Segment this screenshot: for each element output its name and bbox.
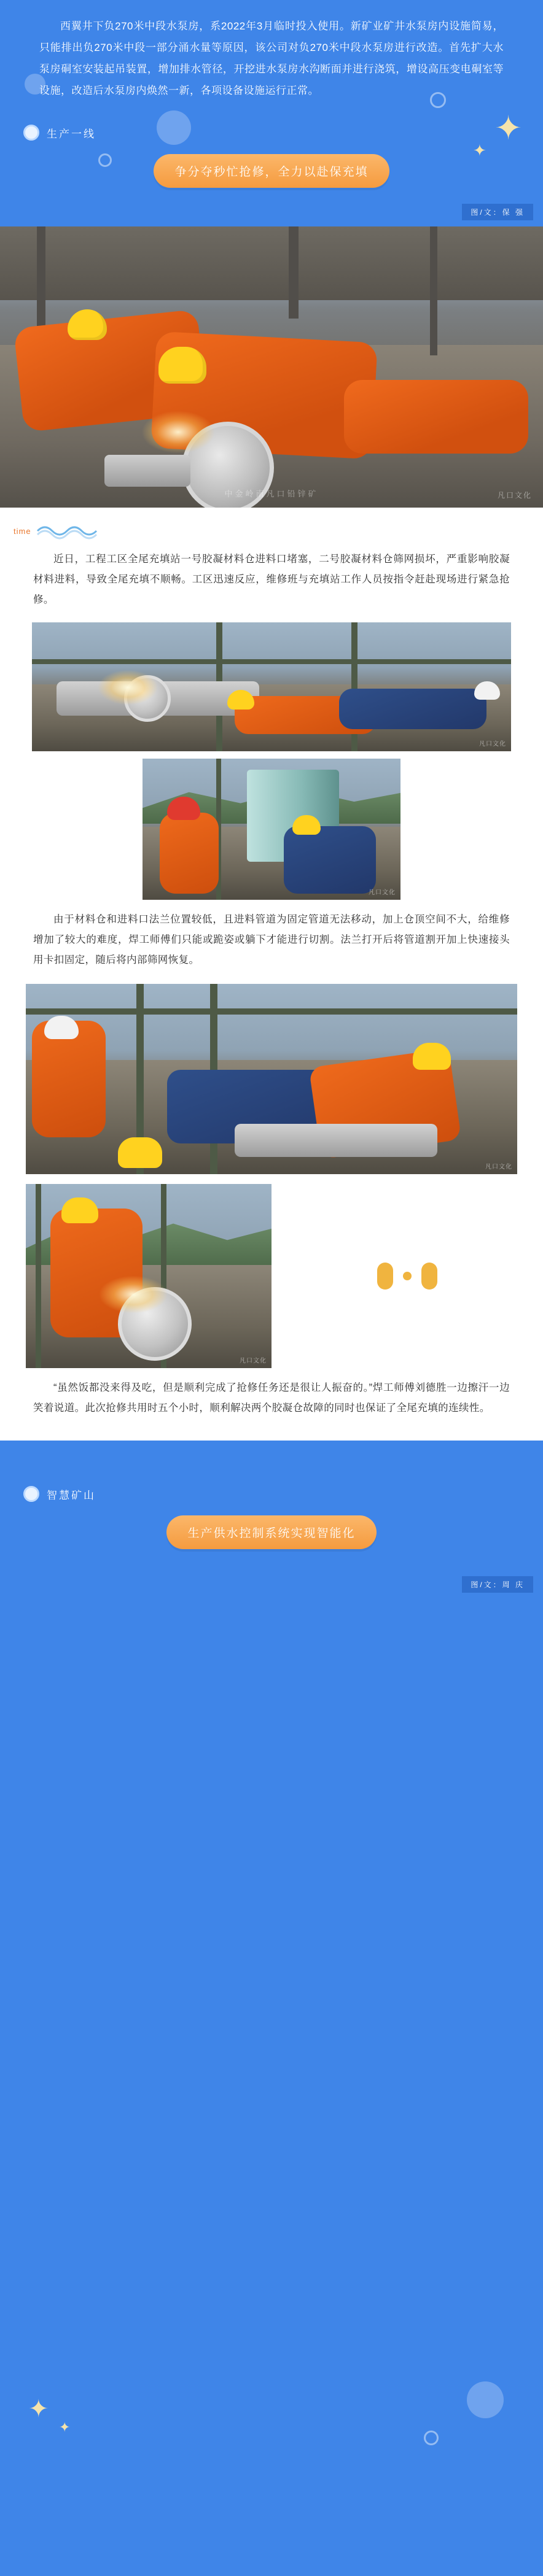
credit-badge-2: 图/文：周 庆 [462, 1576, 533, 1593]
hero-backwall [0, 226, 543, 300]
pill-title-1: 争分夺秒忙抢修，全力以赴保充填 [154, 154, 389, 188]
photo-watermark: 凡口文化 [240, 1358, 267, 1365]
bullet-circle-icon [23, 1486, 39, 1502]
article-card [0, 508, 543, 1441]
dot-decoration [467, 2381, 504, 2418]
hero-post [430, 226, 437, 355]
hero-watermark-right: 凡口文化 [497, 491, 532, 500]
sparkle-icon: ✦ [59, 2419, 71, 2435]
sparkle-icon: ✦ [494, 110, 523, 147]
pill-title-wrap-1 [0, 141, 543, 204]
hero-post [289, 226, 299, 319]
hero-pipe [104, 455, 190, 487]
hero-photo [0, 226, 543, 508]
photo-pipe-repair-wide [32, 622, 511, 751]
section-label-text: 生产一线 [47, 128, 96, 140]
photo-watermark: 凡口文化 [369, 889, 396, 897]
divider-cap-left [377, 1263, 393, 1290]
bullet-circle-icon [23, 125, 39, 141]
section-label-production [0, 107, 543, 141]
hero-worker-right [344, 380, 528, 454]
photo-flange-cut [26, 1184, 272, 1368]
sparkle-icon: ✦ [473, 141, 486, 160]
wave-icon [37, 522, 105, 536]
section-label-text: 智慧矿山 [47, 1489, 96, 1501]
sparkle-icon: ✦ [28, 2396, 49, 2423]
photo-tank-repair [143, 759, 400, 900]
photo-group-repair [26, 984, 517, 1174]
wave-label: time [14, 527, 31, 536]
divider-dot [403, 1272, 412, 1280]
divider-cap-right [421, 1263, 437, 1290]
photo-watermark: 凡口文化 [479, 741, 506, 748]
intro-paragraph: 西翼井下负270米中段水泵房，系2022年3月临时投入使用。新矿业矿井水泵房内设施简易，只能排出负270米中段一部分涌水量等原因，该公司对负270米中段水泵房进行改造。首先扩大水泵房硐室安装起吊装置，增加排水管径，开挖进水泵房水沟断面并进行浇筑，增设高压变电硐室等设施，改造后水泵房内焕然一新，各项设备设施运行正常。 [39, 20, 504, 96]
ring-decoration [424, 2431, 439, 2445]
body-paragraph-1: 近日，工程工区全尾充填站一号胶凝材料仓进料口堵塞，二号胶凝材料仓筛网损坏，严重影响胶凝材料进料，导致全尾充填不顺畅。工区迅速反应，维修班与充填站工作人员按指令赶赴现场进行紧急抢修。 [33, 554, 510, 606]
section-label-smart-mine [0, 1469, 543, 1502]
hero-helmet-center [158, 347, 206, 384]
wave-decoration [0, 514, 543, 540]
hero-spark-effect [141, 411, 215, 454]
credit-row-2 [0, 1565, 543, 1593]
divider-dots [272, 1242, 543, 1301]
photo-divider-row [0, 1174, 543, 1368]
body-paragraph-3: “虽然饭都没来得及吃，但是顺利完成了抢修任务还是很让人振奋的。”焊工师傅刘德胜一边擦汗一边笑着说道。此次抢修共用时五个小时，顺利解决两个胶凝仓故障的同时也保证了全尾充填的连续性。 [33, 1382, 510, 1414]
hero-watermark-center: 中金岭南凡口铅锌矿 [224, 489, 319, 499]
credit-row-1 [0, 204, 543, 226]
pill-title-wrap-2 [0, 1502, 543, 1565]
photo-watermark: 凡口文化 [485, 1164, 512, 1171]
credit-badge-1: 图/文：保 强 [462, 204, 533, 220]
body-paragraph-2: 由于材料仓和进料口法兰位置较低，且进料管道为固定管道无法移动，加上仓顶空间不大，给维修增加了较大的难度，焊工师傅们只能或跪姿或躺下才能进行切割。法兰打开后将管道割开加上快速接头用卡扣固定，随后将内部筛网恢复。 [33, 914, 510, 966]
pill-title-2: 生产供水控制系统实现智能化 [166, 1515, 376, 1549]
